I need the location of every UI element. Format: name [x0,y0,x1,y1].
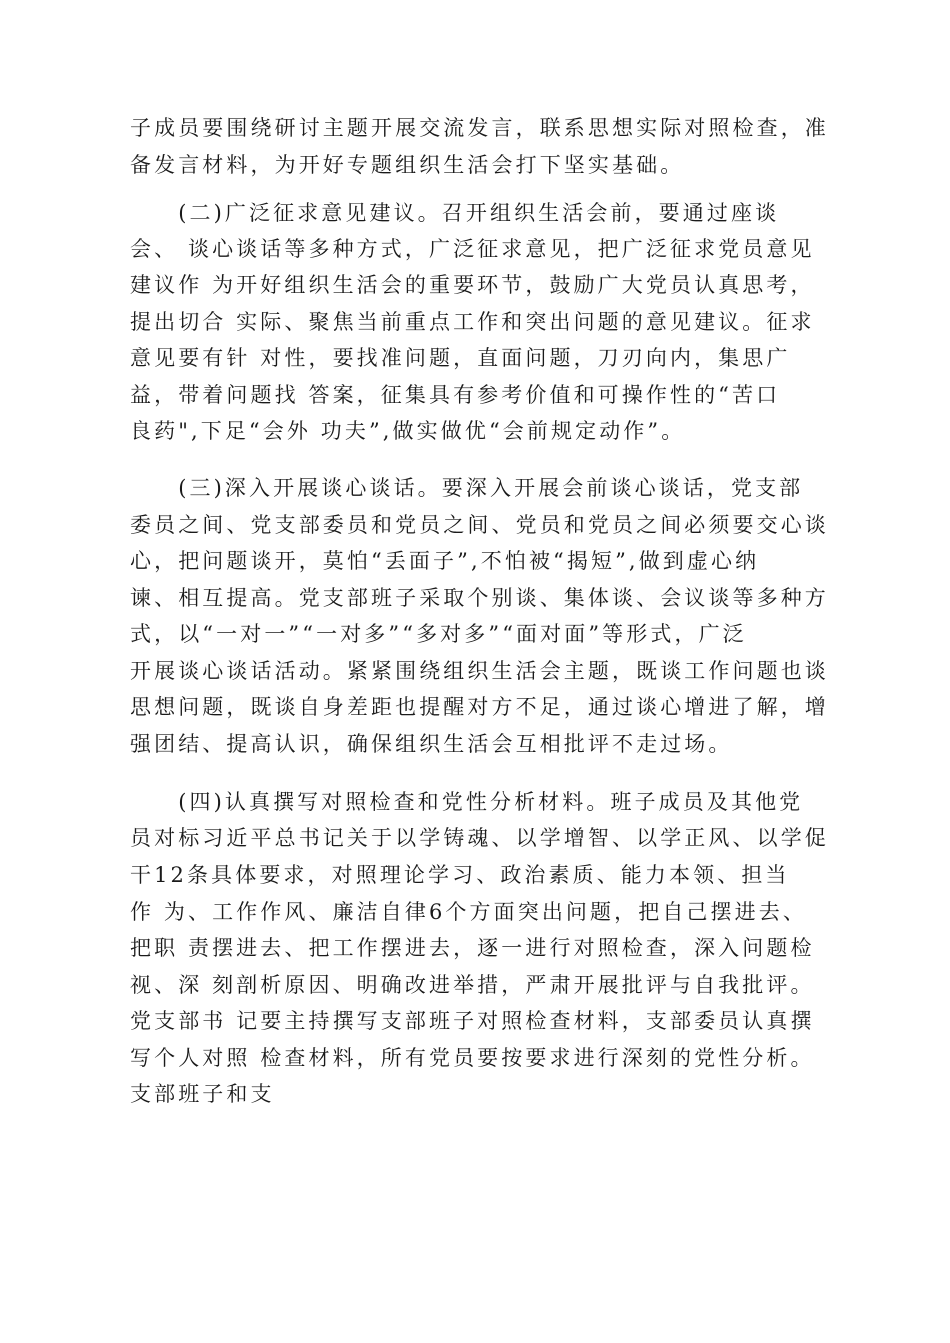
text-line: 子成员要围绕研讨主题开展交流发言，联系思想实际对照检查，准 [130,116,829,140]
text-line: 心，把问题谈开，莫怕“丢面子”,不怕被“揭短”,做到虚心纳 [130,549,760,573]
text-line: 思想问题，既谈自身差距也提醒对方不足，通过谈心增进了解，增 [130,695,829,719]
text-line: 备发言材料，为开好专题组织生活会打下坚实基础。 [130,153,685,177]
text-line: 作 为、工作作风、廉洁自律6个方面突出问题，把自己摆进去、 [130,900,807,924]
text-line: 式，以“一对一”“一对多”“多对多”“面对面”等形式，广泛 [130,622,747,646]
text-line: 良药",下足“会外 功夫”,做实做优“会前规定动作”。 [130,419,686,443]
text-line: 会、 谈心谈话等多种方式，广泛征求意见，把广泛征求党员意见 [130,237,815,261]
text-line: 干12条具体要求，对照理论学习、政治素质、能力本领、担当 [130,863,790,887]
text-line: 开展谈心谈话活动。紧紧围绕组织生活会主题，既谈工作问题也谈 [130,659,829,683]
text-line: 视、深 刻剖析原因、明确改进举措，严肃开展批评与自我批评。 [130,973,815,997]
text-line: 意见要有针 对性，要找准问题，直面问题，刀刃向内，集思广 [130,346,791,370]
text-line: 提出切合 实际、聚焦当前重点工作和突出问题的意见建议。征求 [130,310,815,334]
section-heading-line: (二)广泛征求意见建议。召开组织生活会前，要通过座谈 [130,201,780,225]
text-line: 益，带着问题找 答案，征集具有参考价值和可操作性的“苦口 [130,383,781,407]
text-line: 支部班子和支 [130,1082,275,1106]
text-line: 委员之间、党支部委员和党员之间、党员和党员之间必须要交心谈 [130,513,829,537]
text-line: 谏、相互提高。党支部班子采取个别谈、集体谈、会议谈等多种方 [130,586,829,610]
text-line: 把职 责摆进去、把工作摆进去，逐一进行对照检查，深入问题检 [130,936,815,960]
text-line: 写个人对照 检查材料，所有党员要按要求进行深刻的党性分析。 [130,1046,815,1070]
section-heading-line: (四)认真撰写对照检查和党性分析材料。班子成员及其他党 [130,790,804,814]
section-heading-line: (三)深入开展谈心谈话。要深入开展会前谈心谈话，党支部 [130,476,804,500]
text-line: 强团结、提高认识，确保组织生活会互相批评不走过场。 [130,732,733,756]
text-line: 员对标习近平总书记关于以学铸魂、以学增智、以学正风、以学促 [130,826,829,850]
text-line: 建议作 为开好组织生活会的重要环节，鼓励广大党员认真思考， [130,273,815,297]
text-line: 党支部书 记要主持撰写支部班子对照检查材料，支部委员认真撰 [130,1009,815,1033]
